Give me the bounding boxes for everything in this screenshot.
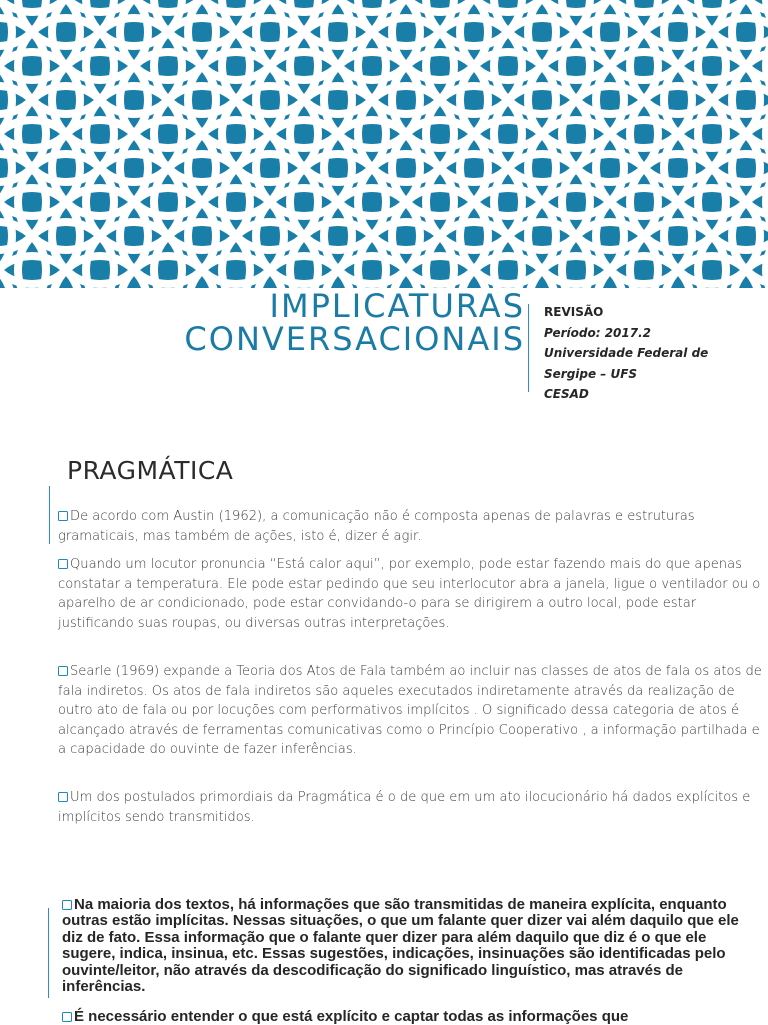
paragraph-text: Searle (1969) expande a Teoria dos Atos de Fala também ao incluir nas classes de atos de fala os atos de fala indiretos. Os atos de fala indiretos são aqueles executados indiretamente através da realização de outro ato de fala ou por locuções com performativos implícitos . O significado dessa categoria de atos é alcançado através de ferramentas comunicativas como o Princípio Cooperativo , a informação partilhada e a capacidade do ouvinte de fazer inferências. (58, 664, 762, 757)
hollow-square-bullet-icon (62, 900, 72, 910)
decorative-circle-pattern (0, 0, 768, 288)
hollow-square-bullet-icon (58, 511, 68, 521)
title-line-2: CONVERSACIONAIS (184, 320, 525, 358)
subtitle-cesad: CESAD (544, 387, 589, 401)
subtitle-universidade: Universidade Federal de (544, 346, 709, 360)
subtitle-sergipe: Sergipe – UFS (544, 366, 638, 381)
paragraph-text: É necessário entender o que está explícito e captar todas as informações que (74, 1008, 629, 1025)
subtitle-block (544, 302, 764, 405)
paragraph-locutor (58, 555, 763, 633)
paragraph-necessario (62, 1009, 762, 1025)
paragraph-text: Quando um locutor pronuncia “Está calor aqui”, por exemplo, pode estar fazendo mais do que apenas constatar a temperatura. Ele pode estar pedindo que seu interlocutor abra a janela, ligue o ventilador ou o aparelho de ar condicionado, pode estar convidando-o para se dirigirem a outro local, pode estar justificando suas roupas, ou diversas outras interpretações. (58, 557, 761, 631)
next-section-divider (48, 908, 49, 998)
section-heading: PRAGMÁTICA (67, 456, 234, 485)
title-line-1: IMPLICATURAS (269, 287, 525, 325)
paragraph-postulados (58, 788, 763, 827)
paragraph-implicitas (62, 897, 762, 995)
hollow-square-bullet-icon (58, 559, 68, 569)
hollow-square-bullet-icon (58, 792, 68, 802)
subtitle-revisao: REVISÃO (544, 305, 604, 319)
hollow-square-bullet-icon (58, 666, 68, 676)
paragraph-text: Na maioria dos textos, há informações que são transmitidas de maneira explícita, enquanto outras estão implícitas. Nessas situações, o que um falante quer dizer vai além daquilo que ele diz de fato. Essa informação que o falante quer dizer para além daquilo que diz é o que ele sugere, indica, insinua, etc. Essas sugestões, indicações, insinuações são identificadas pelo ouvinte/leitor, não através da descodificação do significado linguístico, mas através de inferências. (62, 896, 739, 996)
hollow-square-bullet-icon (62, 1012, 72, 1022)
paragraph-austin (58, 507, 763, 546)
title-block (0, 288, 768, 430)
paragraph-text: De acordo com Austin (1962), a comunicação não é composta apenas de palavras e estruturas gramaticais, mas também de ações, isto é, dizer é agir. (58, 509, 695, 544)
paragraph-text: Um dos postulados primordiais da Pragmática é o de que em um ato ilocucionário há dados explícitos e implícitos sendo transmitidos. (58, 790, 751, 825)
section-divider (49, 486, 50, 544)
subtitle-periodo: Período: 2017.2 (544, 325, 652, 340)
title-divider (528, 304, 529, 392)
paragraph-searle (58, 662, 763, 760)
